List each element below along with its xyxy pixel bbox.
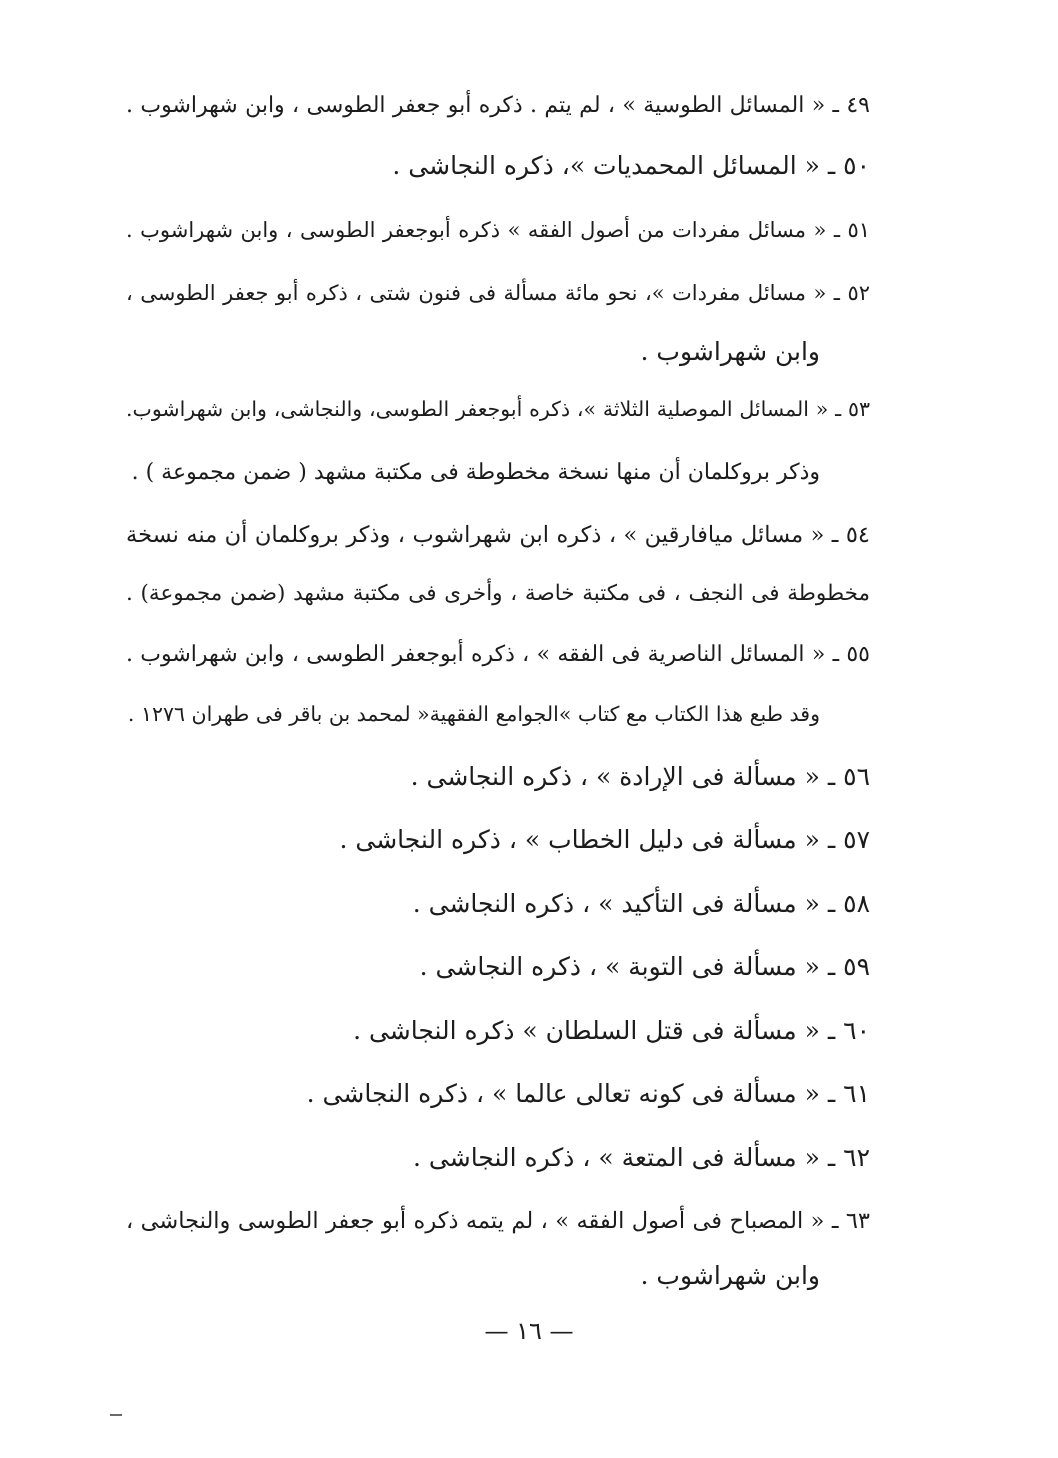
entry-59-line: ٥٩ ـ « مسألة فى التوبة » ، ذكره النجاشى .	[419, 952, 870, 981]
page-number: — ١٦ —	[484, 1317, 574, 1345]
entry-60-line: ٦٠ ـ « مسألة فى قتل السلطان » ذكره النجاشى .	[353, 1016, 870, 1045]
entry-53-line: ٥٣ ـ « المسائل الموصلية الثلاثة »، ذكره أبوجعفر الطوسى، والنجاشى، وابن شهراشوب.	[126, 397, 870, 421]
entry-52-line: ٥٢ ـ « مسائل مفردات »، نحو مائة مسألة فى فنون شتى ، ذكره أبو جعفر الطوسى ،	[126, 281, 870, 305]
entry-56-line: ٥٦ ـ « مسألة فى الإرادة » ، ذكره النجاشى .	[410, 762, 870, 791]
entry-63-line: ٦٣ ـ « المصباح فى أصول الفقه » ، لم يتمه ذكره أبو جعفر الطوسى والنجاشى ،	[126, 1208, 870, 1234]
entry-63-continuation: وابن شهراشوب .	[640, 1261, 820, 1290]
entry-54-continuation: مخطوطة فى النجف ، فى مكتبة خاصة ، وأخرى فى مكتبة مشهد (ضمن مجموعة) .	[126, 581, 870, 606]
entry-55-line: ٥٥ ـ « المسائل الناصرية فى الفقه » ، ذكره أبوجعفر الطوسى ، وابن شهراشوب .	[126, 642, 870, 667]
entry-50-line: ٥٠ ـ « المسائل المحمديات »، ذكره النجاشى .	[392, 151, 870, 180]
entry-53-note: وذكر بروكلمان أن منها نسخة مخطوطة فى مكتبة مشهد ( ضمن مجموعة ) .	[131, 460, 820, 485]
entry-55-note: وقد طبع هذا الكتاب مع كتاب »الجوامع الفقهية« لمحمد بن باقر فى طهران ١٢٧٦ .	[127, 702, 820, 726]
entry-54-line: ٥٤ ـ « مسائل ميافارقين » ، ذكره ابن شهراشوب ، وذكر بروكلمان أن منه نسخة	[126, 522, 870, 548]
entry-49-line: ٤٩ ـ « المسائل الطوسية » ، لم يتم . ذكره أبو جعفر الطوسى ، وابن شهراشوب .	[126, 93, 870, 118]
entry-57-line: ٥٧ ـ « مسألة فى دليل الخطاب » ، ذكره النجاشى .	[339, 825, 870, 854]
entry-51-line: ٥١ ـ « مسائل مفردات من أصول الفقه » ذكره أبوجعفر الطوسى ، وابن شهراشوب .	[126, 218, 870, 242]
entry-61-line: ٦١ ـ « مسألة فى كونه تعالى عالما » ، ذكره النجاشى .	[306, 1079, 870, 1108]
entry-62-line: ٦٢ ـ « مسألة فى المتعة » ، ذكره النجاشى .	[413, 1143, 870, 1172]
entry-58-line: ٥٨ ـ « مسألة فى التأكيد » ، ذكره النجاشى .	[412, 889, 870, 918]
scan-mark	[110, 1414, 122, 1416]
entry-52-continuation: وابن شهراشوب .	[640, 337, 820, 366]
